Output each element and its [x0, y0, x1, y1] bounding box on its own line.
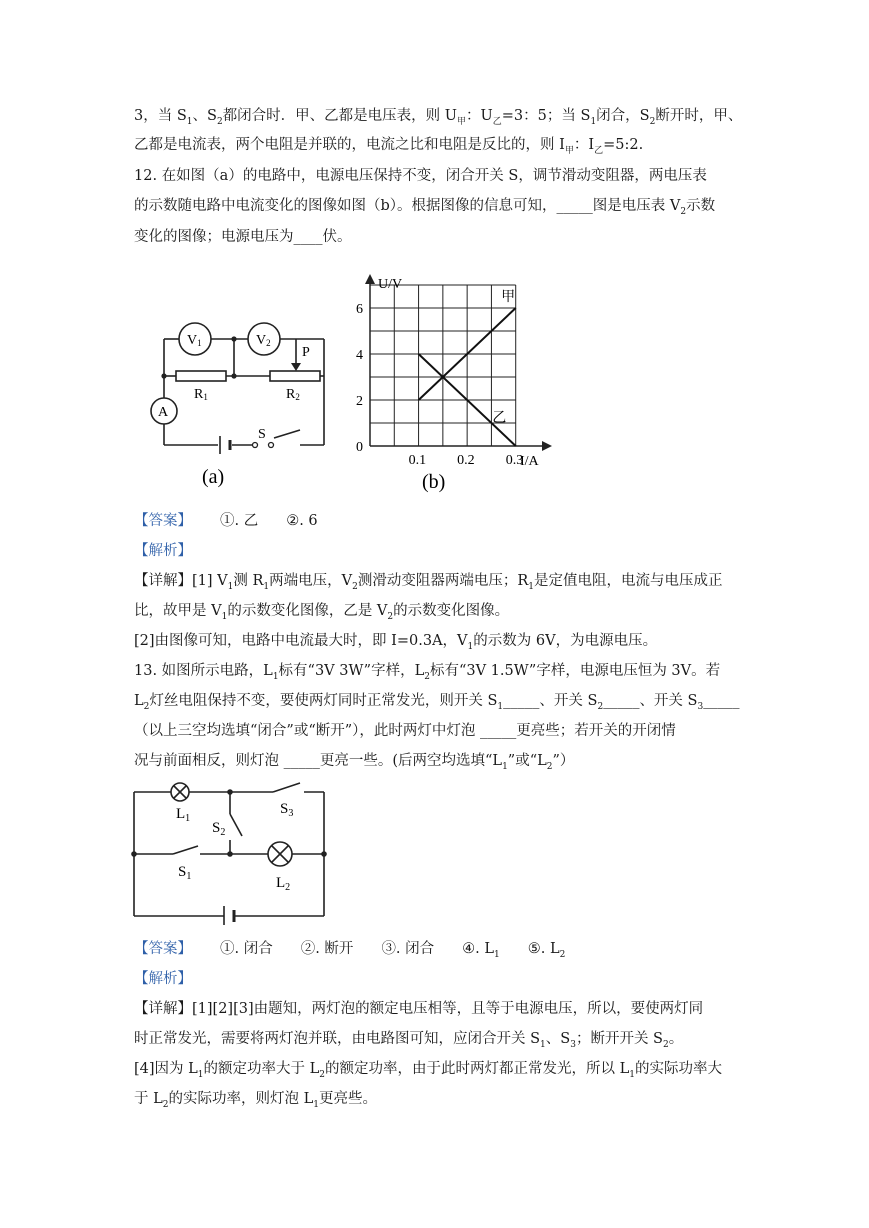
detail-line: 比，故甲是 $V_1$的示数变化图像，乙是 $V_2$的示数变化图像。 — [134, 603, 510, 622]
series-label-yi: 乙 — [492, 410, 507, 426]
svg-text:S2: $S_2$ — [212, 820, 226, 838]
detail-line: 【详解】[1][2][3]由题知，两灯泡的额定电压相等，且等于电源电压，所以，要使两灯同 — [134, 1001, 704, 1017]
y-axis-label: U/V — [378, 277, 403, 292]
svg-text:(a): (a) — [202, 466, 225, 488]
x-tick-label: 0.1 — [408, 453, 427, 468]
svg-text:S1: $S_1$ — [178, 864, 192, 882]
detail-line: [4]因为 $L_1$的额定功率大于 $L_2$的额定功率，由于此时两灯都正常发光，所以 $L_1$的实际功率大 — [134, 1061, 722, 1080]
y-tick-label: 4 — [356, 348, 363, 363]
detail-line: 时正常发光，需要将两灯泡并联，由电路图可知，应闭合开关 $S_1$、$S_3$；断开开关 $S_2$。 — [134, 1031, 684, 1050]
question-12-line: 变化的图像；电源电压为____伏。 — [134, 229, 352, 245]
svg-text:L2: $L_2$ — [276, 875, 291, 893]
x-tick-label: 0.2 — [457, 453, 475, 468]
y-tick-label: 0 — [356, 440, 363, 455]
svg-text:V2: V2 — [256, 333, 271, 348]
x-axis-label: I/A — [520, 454, 539, 469]
detail-line: [2]由图像可知，电路中电流最大时，即 I=0.3A，$V_1$的示数为 6V，为电源电压。 — [134, 633, 658, 652]
svg-text:A: A — [158, 405, 169, 420]
svg-text:S3: $S_3$ — [280, 801, 294, 819]
svg-text:R1: R1 — [194, 387, 208, 402]
question-12-line: 的示数随电路中电流变化的图像如图（b）。根据图像的信息可知，_____图是电压表 $V_2$示数 — [134, 198, 716, 217]
question-13-line: 13. 如图所示电路，$L_1$标有“3V 3W”字样，$L_2$标有“3V 1.5W”字样，电源电压恒为 3V。若 — [134, 663, 721, 682]
figure-b-caption: (b) — [422, 471, 446, 493]
question-13-line: （以上三空均选填“闭合”或“断开”），此时两灯中灯泡 _____更亮些；若开关的开闭情 — [134, 723, 676, 739]
answer-line: 【答案】 ①. 乙 ②. 6 — [134, 513, 318, 529]
question-13-line: $L_2$灯丝电阻保持不变，要使两灯同时正常发光，则开关 $S_1\_\_\_\_\_$、开关 $S_2\_\_\_\_\_$、开关 $S_3\_\_\_\_\_$ — [134, 693, 740, 712]
detail-line: 【详解】[1] $V_1$测 $R_1$两端电压，$V_2$测滑动变阻器两端电压；$R_1$是定值电阻，电流与电压成正 — [134, 573, 723, 592]
svg-text:S: S — [258, 427, 266, 442]
analysis-tag: 【解析】 — [134, 971, 192, 987]
u-i-chart — [350, 270, 570, 500]
svg-text:R2: R2 — [286, 387, 300, 402]
circuit-diagram-a — [150, 318, 340, 498]
series-label-jia: 甲 — [501, 290, 516, 306]
text-line: 3，当 $S_1$、$S_2$都闭合时．甲、乙都是电压表，则 $U_甲$：$U_乙=3$：5；当 $S_1$闭合，$S_2$断开时，甲、 — [134, 108, 743, 127]
question-12-line: 12. 在如图（a）的电路中，电源电压保持不变，闭合开关 S，调节滑动变阻器，两电压表 — [134, 168, 707, 184]
analysis-tag: 【解析】 — [134, 543, 192, 559]
y-tick-label: 2 — [356, 394, 363, 409]
text-line: 乙都是电流表，两个电阻是并联的，电流之比和电阻是反比的，则 $I_甲$：$I_乙=5:2$. — [134, 137, 644, 156]
y-tick-label: 6 — [356, 302, 363, 317]
svg-text:L1: $L_1$ — [176, 806, 191, 824]
svg-text:P: P — [302, 345, 310, 360]
x-tick-label: 0.3 — [505, 453, 524, 468]
answer-line: 【答案】 ①. 闭合 ②. 断开 ③. 闭合 ④. $L_1$ ⑤. $L_2$ — [134, 941, 566, 960]
circuit-diagram-13 — [128, 780, 333, 925]
detail-line: 于 $L_2$的实际功率，则灯泡 $L_1$更亮些。 — [134, 1091, 377, 1110]
svg-text:V1: V1 — [187, 333, 202, 348]
question-13-line: 况与前面相反，则灯泡 _____更亮一些。(后两空均选填“$L_1$”或“$L_2$”） — [134, 753, 575, 772]
